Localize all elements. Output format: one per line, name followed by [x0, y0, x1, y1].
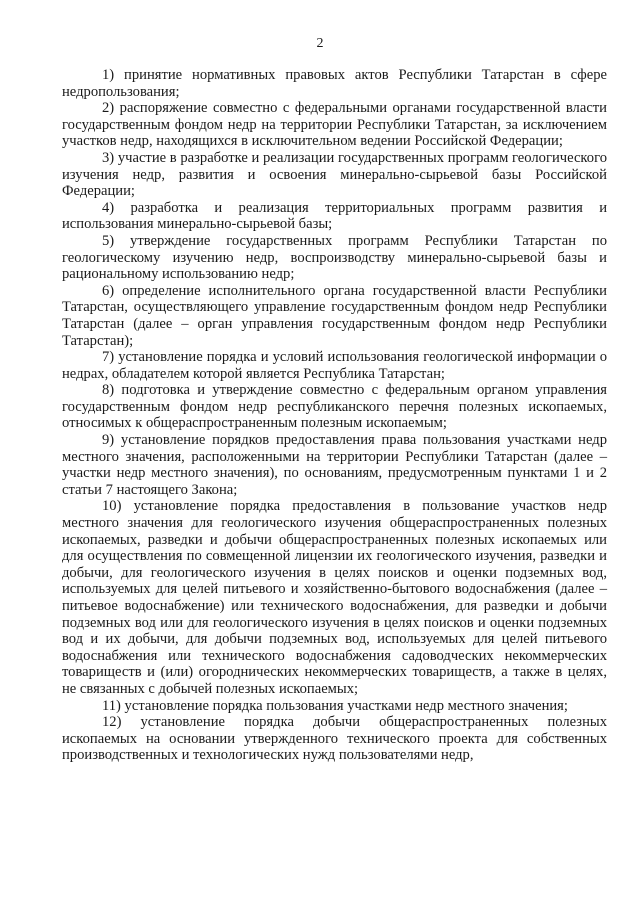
list-item: 4) разработка и реализация территориальных программ развития и использования минерально-сырьевой базы;: [62, 199, 607, 233]
list-item: 11) установление порядка пользования участками недр местного значения;: [102, 697, 568, 714]
list-item: 7) установление порядка и условий использования геологической информации о недрах, обладателем которой является Республика Татарстан;: [62, 349, 607, 382]
document-body: [62, 67, 607, 764]
list-item: 2) распоряжение совместно с федеральными органами государственной власти государственным фондом недр на территории Республики Татарстан, за исключением участков недр, находящихся в исключительном ведении Российской Федерации;: [62, 100, 607, 150]
list-item: 10) установление порядка предоставления в пользование участков недр местного значения для геологического изучения общераспространенных полезных ископаемых, разведки и добычи общераспространенных полезных ископаемых или для осуществления по совмещенной лицензии их геологического изучения, разведки и добычи, для геологического изучения в целях поисков и оценки подземных вод, используемых для целей питьевого и хозяйственно-бытового водоснабжения (далее – питьевое водоснабжение) или технического водоснабжения, для разведки и добычи подземных вод или для геологического изучения в целях поисков и оценки подземных вод и их добычи, для добычи подземных вод, используемых для целей питьевого водоснабжения или технического водоснабжения садоводческих некоммерческих товариществ и (или) огороднических некоммерческих товариществ, а также в целях, не связанных с добычей полезных ископаемых;: [62, 498, 607, 697]
list-item: 6) определение исполнительного органа государственной власти Республики Татарстан, осуществляющего управление государственным фондом недр Республики Татарстан (далее – орган управления государственным фондом недр Республики Татарстан);: [62, 282, 607, 349]
list-item: 3) участие в разработке и реализации государственных программ геологического изучения недр, развития и освоения минерально-сырьевой базы Российской Федерации;: [62, 149, 607, 200]
list-item: 9) установление порядков предоставления права пользования участками недр местного значения, расположенными на территории Республики Татарстан (далее – участки недр местного значения), по основаниям, предусмотренным пунктами 1 и 2 статьи 7 настоящего Закона;: [62, 432, 607, 498]
list-item: 12) установление порядка добычи общераспространенных полезных ископаемых на основании утвержденного технического проекта для собственных производственных и технологических нужд пользователями недр,: [62, 714, 607, 764]
list-item: 1) принятие нормативных правовых актов Республики Татарстан в сфере недропользования;: [62, 67, 607, 100]
list-item: 8) подготовка и утверждение совместно с федеральным органом управления государственным фондом недр республиканского перечня полезных ископаемых, относимых к общераспространенным полезным ископаемым;: [62, 382, 607, 432]
list-item: 5) утверждение государственных программ Республики Татарстан по геологическому изучению недр, воспроизводству минерально-сырьевой базы и рациональному использованию недр;: [62, 232, 607, 283]
page-number: 2: [316, 36, 324, 51]
